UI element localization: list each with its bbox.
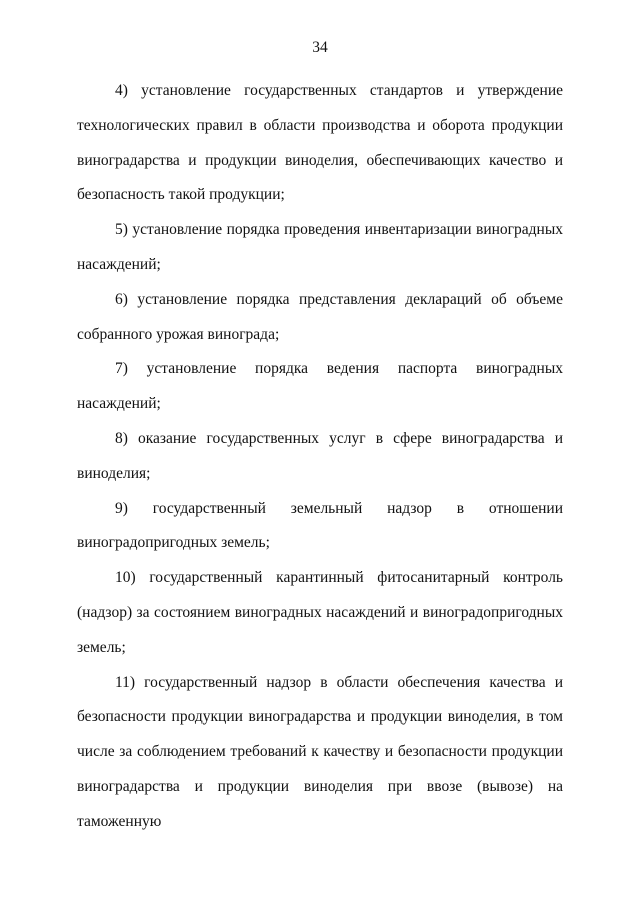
list-item-4: 4) установление государственных стандартов и утверждение технологических правил в области производства и оборота продукции виноградарства и продукции виноделия, обеспечивающих качество и безопасность такой продукции;	[77, 82, 563, 204]
list-item-5: 5) установление порядка проведения инвентаризации виноградных насаждений;	[77, 221, 563, 273]
page-number: 34	[312, 39, 328, 56]
list-item-10: 10) государственный карантинный фитосанитарный контроль (надзор) за состоянием виноградных насаждений и виноградопригодных земель;	[77, 569, 563, 656]
list-item-8: 8) оказание государственных услуг в сфере виноградарства и виноделия;	[77, 429, 563, 482]
list-item-9: 9) государственный земельный надзор в отношении виноградопригодных земель;	[77, 499, 563, 552]
list-item-6: 6) установление порядка представления деклараций об объеме собранного урожая винограда;	[77, 290, 563, 343]
list-item-7: 7) установление порядка ведения паспорта виноградных насаждений;	[77, 360, 563, 413]
list-item-11: 11) государственный надзор в области обеспечения качества и безопасности продукции виноградарства и продукции виноделия, в том числе за соблюдением требований к качеству и безопасности продукции виноградарства и продукции виноделия при ввозе (вывозе) на таможенную	[77, 673, 563, 830]
document-body	[77, 74, 563, 840]
